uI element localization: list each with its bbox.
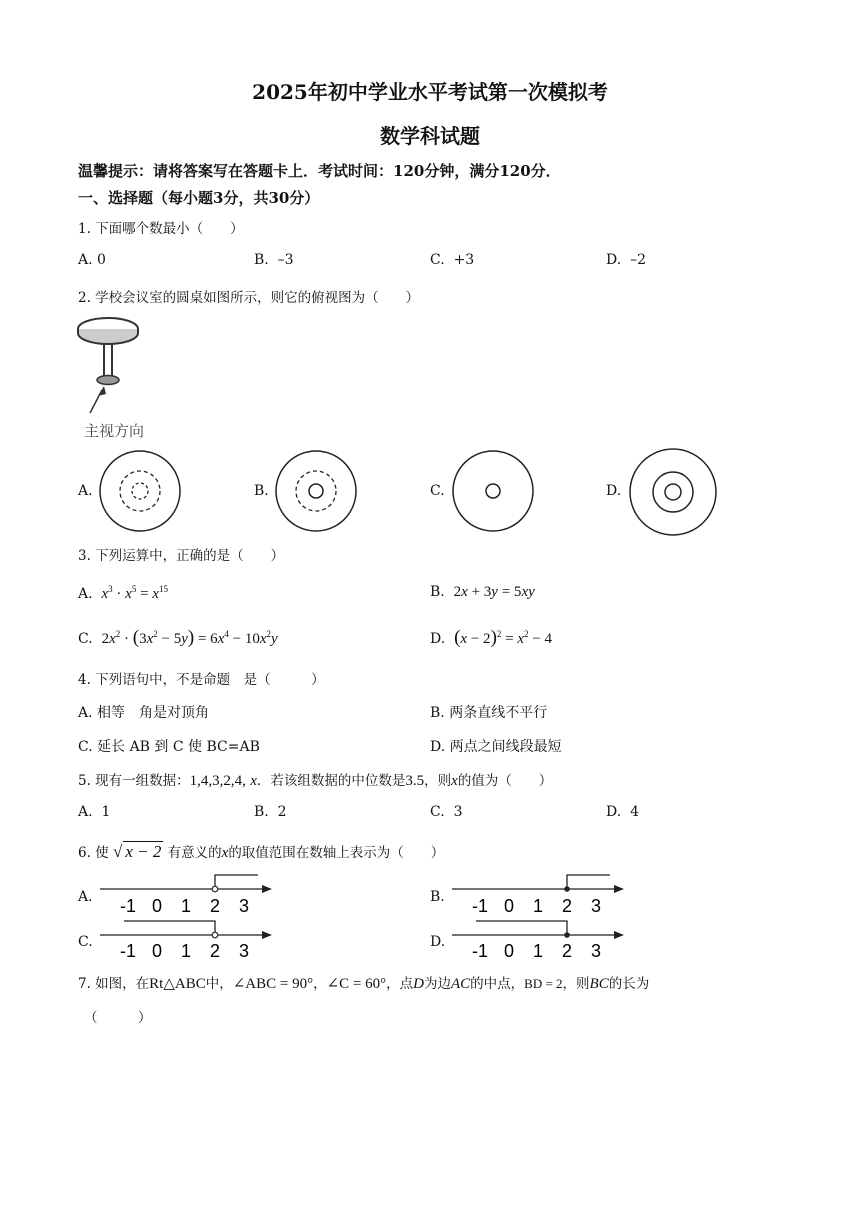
tick-label: -1 [119, 896, 137, 916]
q6-number-line-c [96, 913, 276, 961]
q5-option-b[interactable]: B. 2 [254, 804, 287, 820]
tick-label: 0 [503, 896, 515, 916]
q3-option-b-formula: 2x + 3y = 5xy [453, 584, 535, 600]
q1-option-b[interactable]: B. –3 [254, 252, 294, 268]
q1-option-a[interactable]: A. 0 [78, 252, 106, 268]
q3-option-d-formula: $(x - 2)^2 = x^2 - 4$ [454, 627, 552, 648]
q5-option-a[interactable]: A. 1 [78, 804, 111, 820]
q4-option-b[interactable]: B. 两条直线不平行 [430, 705, 548, 721]
tick-label: 0 [503, 941, 515, 961]
q3-option-c-formula: $2x^2 \cdot (3x^2 - 5y) = 6x^4 - 10x^2y$ [101, 627, 278, 648]
q2-option-d-figure [627, 446, 719, 538]
tick-label: 1 [532, 896, 544, 916]
tick-label: 3 [590, 896, 602, 916]
exam-notice: 温馨提示：请将答案写在答题卡上．考试时间：120分钟，满分120分． [78, 162, 561, 180]
tick-label: -1 [471, 941, 489, 961]
q6-option-b[interactable]: B. [430, 889, 445, 905]
q6-number-line-a [96, 870, 276, 918]
exam-title: 2025年初中学业水平考试第一次模拟考 [252, 80, 608, 104]
q3-option-c[interactable]: C. $2x^2 \cdot (3x^2 - 5y) = 6x^4 - 10x^2y$ [78, 627, 278, 648]
round-table-figure [74, 312, 148, 418]
question-7-stem: 7. 如图，在Rt△ABC中，∠ABC = 90°，∠C = 60°，点D为边AC的中点，BD = 2，则BC的长为 [78, 976, 650, 992]
q4-option-a[interactable]: A. 相等 角是对顶角 [78, 705, 210, 721]
q6-option-d[interactable]: D. [430, 934, 446, 950]
q2-option-d[interactable]: D. [606, 483, 622, 499]
q6-option-c[interactable]: C. [78, 934, 93, 950]
q3-option-d[interactable]: D. $(x - 2)^2 = x^2 - 4$ [430, 627, 552, 648]
q2-option-c-figure [450, 448, 536, 534]
question-5-stem: 5. 现有一组数据：1,4,3,2,4, x．若该组数据的中位数是3.5，则x的值为（ ） [78, 773, 553, 789]
question-4-stem: 4. 下列语句中，不是命题 是（ ） [78, 672, 325, 688]
question-1-stem: 1. 下面哪个数最小（ ） [78, 221, 244, 237]
tick-label: 2 [209, 896, 221, 916]
q6-option-a[interactable]: A. [78, 889, 93, 905]
tick-label: 2 [561, 941, 573, 961]
view-direction-caption: 主视方向 [84, 422, 145, 440]
tick-label: 3 [238, 941, 250, 961]
q2-option-a[interactable]: A. [78, 483, 93, 499]
q3-option-a-formula: $x^3 \cdot x^5 = x^{15}$ [101, 584, 168, 602]
q3-option-a[interactable]: A. $x^3 \cdot x^5 = x^{15}$ [78, 584, 168, 602]
tick-label: 3 [238, 896, 250, 916]
q1-option-d[interactable]: D. –2 [606, 252, 647, 268]
q6-number-line-d [448, 913, 628, 961]
q2-option-b-figure [273, 448, 359, 534]
q2-option-b[interactable]: B. [254, 483, 269, 499]
q4-option-c[interactable]: C. 延长 AB 到 C 使 BC=AB [78, 739, 260, 755]
exam-subtitle: 数学科试题 [380, 124, 480, 148]
question-3-stem: 3. 下列运算中，正确的是（ ） [78, 548, 285, 564]
tick-label: 0 [151, 896, 163, 916]
tick-label: 3 [590, 941, 602, 961]
q2-option-a-figure [97, 448, 183, 534]
tick-label: -1 [471, 896, 489, 916]
question-7-blank: （ ） [84, 1010, 152, 1026]
tick-label: 2 [561, 896, 573, 916]
question-2-stem: 2. 学校会议室的圆桌如图所示，则它的俯视图为（ ） [78, 290, 420, 306]
q5-option-c[interactable]: C. 3 [430, 804, 463, 820]
tick-label: 1 [532, 941, 544, 961]
q3-option-b[interactable]: B. 2x + 3y = 5xy [430, 584, 535, 600]
tick-label: 1 [180, 941, 192, 961]
q2-option-c[interactable]: C. [430, 483, 445, 499]
tick-label: 0 [151, 941, 163, 961]
tick-label: 1 [180, 896, 192, 916]
q5-option-d[interactable]: D. 4 [606, 804, 640, 820]
tick-label: 2 [209, 941, 221, 961]
q6-number-line-b [448, 870, 628, 918]
q1-option-c[interactable]: C. +3 [430, 252, 475, 268]
q4-option-d[interactable]: D. 两点之间线段最短 [430, 739, 562, 755]
section-heading: 一、选择题（每小题3分，共30分） [78, 189, 320, 207]
question-6-stem: 6. 使 √ x − 2 有意义的x的取值范围在数轴上表示为（ ） [78, 842, 445, 861]
tick-label: -1 [119, 941, 137, 961]
